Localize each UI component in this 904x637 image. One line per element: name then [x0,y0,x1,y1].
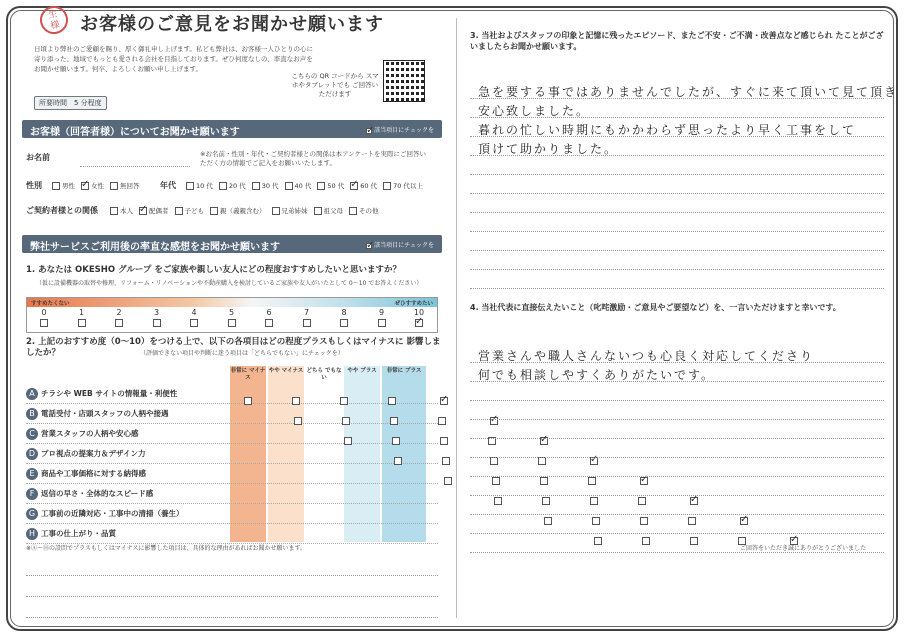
relation_options-option[interactable] [175,206,205,215]
time-label: 所要時間 5 分程度 [34,96,107,110]
eval-checkbox[interactable] [490,417,498,425]
item-label: 営業スタッフの人柄や安心感 [41,429,139,438]
thanks-text: ご回答をいただき誠にありがとうございました [740,545,867,552]
eval-checkbox[interactable] [640,517,648,525]
age_options-option-label: 10 代 [196,182,213,190]
gender-row [26,180,146,191]
eval-column-headers [230,366,426,384]
q2-sub: （評価できない項目や判断に迷う項目は「どちらでもない」にチェックを） [140,350,344,357]
relation_options-option[interactable] [210,206,266,215]
eval-checkbox[interactable] [688,517,696,525]
eval-column-header: 非常に プラス [386,368,422,374]
relation_options-option-label: 兄弟姉妹 [281,207,308,215]
eval-row [26,444,438,464]
eval-row [26,464,438,484]
handwritten-answer: 暮れの忙しい時期にもかかわらず思ったより早く工事をして [478,123,857,137]
relation-options [110,206,385,215]
eval-checkbox[interactable] [594,537,602,545]
reason-line-1[interactable] [26,575,438,576]
eval-checkbox[interactable] [494,497,502,505]
gender_options-option-label: 女性 [91,182,104,190]
checkbox[interactable] [349,207,357,215]
eval-row [26,384,438,404]
relation_options-option[interactable] [139,206,169,215]
answer-line [470,212,884,213]
q1-title: 1. あなたは OKESHO グループ をご家族や親しい友人にどの程度おすすめしたいと思いますか？ [26,265,401,275]
item-letter-badge: A [26,388,38,400]
scale-number: 8 [341,308,347,317]
checkbox[interactable] [210,207,218,215]
answer-line [470,400,884,401]
check-icon [366,243,372,249]
eval-checkbox[interactable] [544,517,552,525]
relation_options-option[interactable] [110,206,133,215]
scale-checkbox[interactable] [303,319,311,327]
item-letter-badge: E [26,468,38,480]
age-row [160,180,429,191]
checkbox[interactable] [175,207,183,215]
eval-checkbox[interactable] [540,477,548,485]
checkbox[interactable] [285,182,293,190]
scale-checkbox[interactable] [115,319,123,327]
relation-label: ご契約者様との関係 [26,206,98,215]
eval-checkbox[interactable] [442,457,450,465]
eval-footnote: ※Ⓐ～Ⓗの設問でプラスもしくはマイナスに影響した項目は、具体的な理由があればお聞かせ願います。 [26,545,307,552]
q2-title: 2. 上記のおすすめ度（0〜10）をつける上で、以下の各項目はどの程度プラスもしくはマイナスに 影響しましたか？ [26,337,441,358]
scale-checkbox[interactable] [415,319,423,327]
scale-checkbox[interactable] [78,319,86,327]
age_options-option[interactable] [219,181,246,190]
eval-row [26,404,438,424]
relation_options-option-label: その他 [359,207,379,215]
scale-number: 10 [413,308,425,317]
section2-note: ✓ 該当項目にチェックを [366,240,434,249]
item-label: チラシや WEB サイトの情報量・利便性 [41,389,178,398]
stamp: 生 様 [37,3,70,36]
scale-number: 7 [303,308,310,317]
scale-gradient [27,298,437,307]
age_options-option-label: 70 代以上 [393,182,423,190]
eval-checkbox[interactable] [592,517,600,525]
checkbox[interactable] [139,207,147,215]
checkbox[interactable] [110,182,118,190]
relation-row [26,205,385,216]
item-label: 電話受付・店頭スタッフの人柄や接遇 [41,409,169,418]
relation_options-option-label: 配偶者 [149,207,169,215]
eval-checkbox[interactable] [444,477,452,485]
answer-line [470,438,884,439]
answer-line [470,495,884,496]
scale-number: 6 [266,308,272,317]
eval-column-header: どちら でもない [306,368,342,381]
scale-number: 5 [228,308,235,317]
eval-checkbox[interactable] [740,517,748,525]
section1-header [22,120,442,138]
gender_options-option[interactable] [81,181,104,190]
name-field[interactable] [80,166,190,167]
eval-column-header: やや プラス [347,368,377,374]
age_options-option[interactable] [186,181,213,190]
checkbox[interactable] [52,182,60,190]
item-label: プロ視点の提案力＆デザイン力 [41,449,146,458]
eval-checkbox[interactable] [438,417,446,425]
scale-number: 1 [78,308,85,317]
checkbox[interactable] [350,182,358,190]
eval-checkbox[interactable] [638,497,646,505]
gender_options-option-label: 男性 [62,182,75,190]
q3-title: 3. 当社およびスタッフの印象と記憶に残ったエピソード、またご不安・ご不満・改善点など感じられ たことがございましたらお聞かせ願います。 [470,31,884,51]
scale-number: 0 [41,308,47,317]
page-title: お客様のご意見をお聞かせ願います [80,14,384,35]
relation_options-option-label: 本人 [120,207,133,215]
check-icon [366,128,372,134]
handwritten-answer: 安心致しました。 [478,104,591,118]
eval-checkbox[interactable] [690,497,698,505]
age_options-option-label: 30 代 [261,182,279,190]
eval-row [26,424,438,444]
scale-checkbox[interactable] [265,319,273,327]
gender-label: 性別 [26,181,42,190]
recommend-scale [26,297,438,333]
item-label: 商品や工事価格に対する納得感 [41,469,146,478]
scale-checkbox[interactable] [340,319,348,327]
age-options [186,181,429,190]
handwritten-answer: 急を要する事ではありませんでしたが、すぐに来て頂いて見て頂き [478,85,899,99]
name-label: お名前 [26,153,50,162]
handwritten-answer: 頂けて助かりました。 [478,142,619,156]
eval-checkbox[interactable] [642,537,650,545]
answer-line [470,269,884,270]
scale-checkbox[interactable] [40,319,48,327]
gender-options [52,181,146,190]
age_options-option[interactable] [350,181,377,190]
age_options-option[interactable] [317,181,344,190]
item-letter-badge: F [26,488,38,500]
eval-row [26,524,438,544]
age_options-option[interactable] [252,181,279,190]
item-label: 工事の仕上がり・品質 [41,529,116,538]
answer-line [470,231,884,232]
section2-title: 弊社サービスご利用後の率直な感想をお聞かせ願います [30,242,280,253]
item-label: 工事前の近隣対応・工事中の清掃（養生） [41,509,184,518]
answer-line [470,250,884,251]
eval-checkbox[interactable] [588,477,596,485]
checkbox[interactable] [314,207,322,215]
item-letter-badge: C [26,428,38,440]
scale-checkbox[interactable] [190,319,198,327]
item-letter-badge: D [26,448,38,460]
age_options-option-label: 20 代 [228,182,246,190]
answer-line [470,457,884,458]
gender_options-option[interactable] [110,181,140,190]
scale-low-label: すすめたくない [31,301,70,307]
age_options-option-label: 40 代 [294,182,312,190]
section2-header [22,235,442,253]
section1-note: ✓ 該当項目にチェックを [366,125,434,134]
handwritten-answer: 何でも相談しやすくありがたいです。 [478,368,716,382]
intro-text: 日頃より弊社のご愛顧を賜り、厚く御礼申し上げます。私ども弊社は、お客様一人ひとりの心に寄り添った、地域でもっとも愛される会社を目指しております。ぜひ何度なしの、率直なお声をお聞かせ願います。何卒、よろしくお願い申し上げます。 [34,45,313,73]
eval-column-header: やや マイナス [268,368,304,374]
eval-checkbox[interactable] [440,437,448,445]
checkbox[interactable] [219,182,227,190]
scale-number: 2 [116,308,122,317]
q4-title: 4. 当社代表に直接伝えたいこと（叱咤激励・ご意見やご要望など）を、一言いただけますと幸いです。 [470,303,841,312]
eval-column-header: 非常に マイナス [230,368,266,381]
scale-number: 4 [191,308,197,317]
handwritten-answer: 営業さんや職人さんないつも心良く対応してくださり [478,349,815,363]
scale-high-label: ぜひすすめたい [394,301,433,307]
relation_options-option-label: 祖父母 [323,207,343,215]
eval-row [26,484,438,504]
answer-line [470,288,884,289]
age_options-option-label: 60 代 [360,182,378,190]
gender_options-option-label: 無回答 [120,182,140,190]
item-letter-badge: G [26,508,38,520]
scale-number: 9 [378,308,385,317]
relation_options-option-label: 子ども [184,207,204,215]
answer-line [470,193,884,194]
checkbox[interactable] [252,182,260,190]
eval-row [26,504,438,524]
scale-checkbox[interactable] [378,319,386,327]
checkbox[interactable] [317,182,325,190]
gender_options-option[interactable] [52,181,75,190]
eval-checkbox[interactable] [440,397,448,405]
age_options-option-label: 50 代 [327,182,345,190]
relation_options-option[interactable] [349,206,379,215]
age-label: 年代 [160,181,176,190]
relation_options-option-label: 親（義親含む） [220,207,266,215]
eval-checkbox[interactable] [690,537,698,545]
scale-checkbox[interactable] [228,319,236,327]
item-letter-badge: H [26,528,38,540]
q1-sub: （仮に設備機器の取替や修理、リフォーム・リノベーションや不動産購入を検討しているご家族や友人がいたとして 0〜10 でお答えください） [36,280,423,287]
answer-line [470,419,884,420]
relation_options-option[interactable] [272,206,308,215]
qr-text: こちらの QR コードから スマホやタブレットでも ご回答いただけます [291,72,379,98]
checkbox[interactable] [186,182,194,190]
checkbox[interactable] [272,207,280,215]
scale-number: 3 [153,308,160,317]
checkbox[interactable] [81,182,89,190]
section1-title: お客様（回答者様）についてお聞かせ願います [30,127,240,138]
reason-line-2[interactable] [26,596,438,597]
answer-line [470,533,884,534]
eval-checkbox[interactable] [542,497,550,505]
relation_options-option[interactable] [314,206,344,215]
age_options-option[interactable] [383,181,423,190]
eval-checkbox[interactable] [640,477,648,485]
item-label: 返信の早さ・全体的なスピード感 [41,489,154,498]
checkbox[interactable] [110,207,118,215]
answer-line [470,174,884,175]
privacy-note: ※お名前・性別・年代・ご契約者様との関係は本アンケートを実際にご回答いただく方の情報でご記入をお願いいたします。 [200,150,427,167]
item-letter-badge: B [26,408,38,420]
qr-code[interactable] [383,60,425,102]
answer-line [470,476,884,477]
checkbox[interactable] [383,182,391,190]
eval-checkbox[interactable] [590,497,598,505]
answer-line [470,514,884,515]
age_options-option[interactable] [285,181,312,190]
eval-checkbox[interactable] [492,477,500,485]
column-divider [456,18,457,618]
reason-line-3[interactable] [26,617,438,618]
scale-checkbox[interactable] [153,319,161,327]
